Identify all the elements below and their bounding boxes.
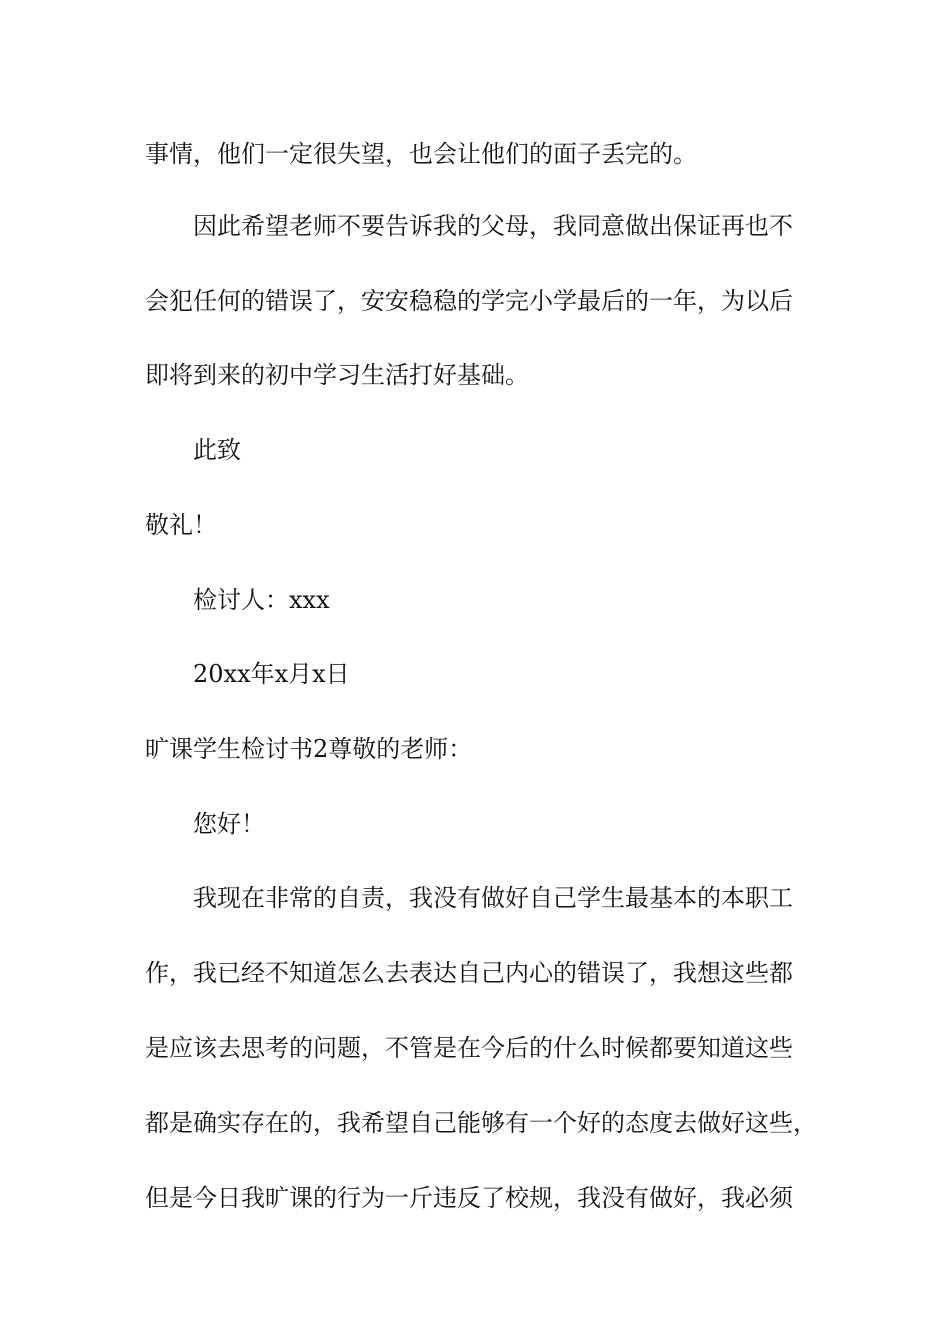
text-line-4: 即将到来的初中学习生活打好基础。 [145,361,529,389]
text-line-2: 因此希望老师不要告诉我的父母，我同意做出保证再也不 [193,212,793,240]
text-line-11: 我现在非常的自责，我没有做好自己学生最基本的本职工 [193,884,793,912]
title-line: 旷课学生检讨书2尊敬的老师： [145,735,473,763]
text-line-3: 会犯任何的错误了，安安稳稳的学完小学最后的一年，为以后 [145,287,793,315]
date-line: 20xx年x月x日 [193,660,350,688]
text-line-13: 是应该去思考的问题，不管是在今后的什么时候都要知道这些 [145,1034,793,1062]
text-line-15: 但是今日我旷课的行为一斤违反了校规，我没有做好，我必须 [145,1184,793,1212]
author-line: 检讨人：xxx [193,586,330,614]
text-line-1: 事情，他们一定很失望，也会让他们的面子丢完的。 [145,140,697,168]
text-line-12: 作，我已经不知道怎么去表达自己内心的错误了，我想这些都 [145,959,793,987]
closing-line: 敬礼！ [145,511,217,539]
salutation-line: 此致 [193,436,241,464]
greeting-line: 您好！ [193,810,265,838]
text-line-14: 都是确实存在的，我希望自己能够有一个好的态度去做好这些， [145,1109,817,1137]
